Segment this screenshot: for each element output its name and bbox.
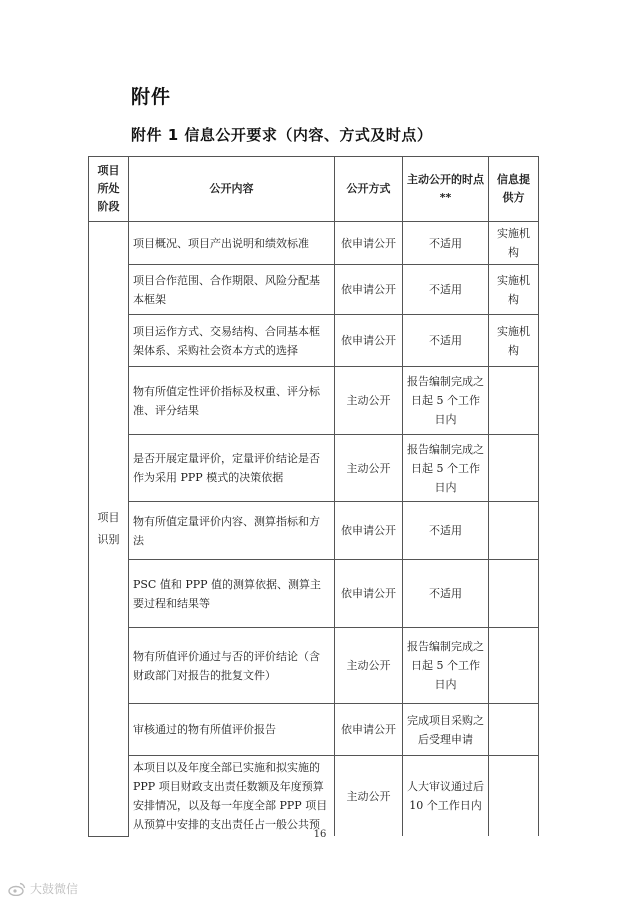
disclosure-requirements-table <box>88 156 539 837</box>
header-timing: 主动公开的时点** <box>403 157 489 222</box>
method-cell: 主动公开 <box>335 756 403 837</box>
content-cell: 物有所值定性评价指标及权重、评分标准、评分结果 <box>129 367 335 435</box>
content-cell: 项目合作范围、合作期限、风险分配基本框架 <box>129 265 335 315</box>
header-stage: 项目所处阶段 <box>89 157 129 222</box>
table-row <box>89 315 539 367</box>
method-cell: 主动公开 <box>335 367 403 435</box>
timing-cell: 报告编制完成之日起 5 个工作日内 <box>403 435 489 502</box>
timing-cell: 完成项目采购之后受理申请 <box>403 704 489 756</box>
content-cell: PSC 值和 PPP 值的测算依据、测算主要过程和结果等 <box>129 560 335 628</box>
provider-cell <box>489 756 539 837</box>
attachment-subheading: 附件 1 信息公开要求（内容、方式及时点） <box>131 126 433 144</box>
timing-cell: 不适用 <box>403 265 489 315</box>
table-row <box>89 222 539 265</box>
provider-cell <box>489 367 539 435</box>
method-cell: 依申请公开 <box>335 315 403 367</box>
content-cell: 物有所值评价通过与否的评价结论（含财政部门对报告的批复文件） <box>129 628 335 704</box>
watermark-text: 大鼓微信 <box>30 882 79 896</box>
header-provider: 信息提供方 <box>489 157 539 222</box>
weibo-logo-icon <box>8 882 26 896</box>
table-row <box>89 628 539 704</box>
table-row <box>89 502 539 560</box>
table-row <box>89 756 539 837</box>
content-cell: 审核通过的物有所值评价报告 <box>129 704 335 756</box>
timing-cell: 不适用 <box>403 222 489 265</box>
provider-cell <box>489 502 539 560</box>
content-cell: 项目运作方式、交易结构、合同基本框架体系、采购社会资本方式的选择 <box>129 315 335 367</box>
method-cell: 依申请公开 <box>335 560 403 628</box>
provider-cell <box>489 704 539 756</box>
watermark <box>8 880 78 897</box>
provider-cell: 实施机构 <box>489 222 539 265</box>
content-cell: 物有所值定量评价内容、测算指标和方法 <box>129 502 335 560</box>
table-row <box>89 265 539 315</box>
table-row <box>89 704 539 756</box>
header-method: 公开方式 <box>335 157 403 222</box>
table-header-row <box>89 157 539 222</box>
provider-cell: 实施机构 <box>489 315 539 367</box>
timing-cell: 不适用 <box>403 315 489 367</box>
content-cell: 是否开展定量评价，定量评价结论是否作为采用 PPP 模式的决策依据 <box>129 435 335 502</box>
timing-cell: 报告编制完成之日起 5 个工作日内 <box>403 628 489 704</box>
table-row <box>89 367 539 435</box>
content-cell: 本项目以及年度全部已实施和拟实施的 PPP 项目财政支出责任数额及年度预算安排情况，以及每一年度全部 PPP 项目从预算中安排的支出责任占一般公共预 <box>129 756 335 837</box>
table-row <box>89 435 539 502</box>
content-cell: 项目概况、项目产出说明和绩效标准 <box>129 222 335 265</box>
timing-cell: 人大审议通过后 10 个工作日内 <box>403 756 489 837</box>
provider-cell <box>489 435 539 502</box>
provider-cell <box>489 628 539 704</box>
stage-cell: 项目识别 <box>89 222 129 837</box>
table-row <box>89 560 539 628</box>
page-number: 16 <box>313 829 327 840</box>
timing-cell: 不适用 <box>403 502 489 560</box>
method-cell: 主动公开 <box>335 628 403 704</box>
header-content: 公开内容 <box>129 157 335 222</box>
provider-cell: 实施机构 <box>489 265 539 315</box>
timing-cell: 报告编制完成之日起 5 个工作日内 <box>403 367 489 435</box>
method-cell: 主动公开 <box>335 435 403 502</box>
method-cell: 依申请公开 <box>335 222 403 265</box>
provider-cell <box>489 560 539 628</box>
method-cell: 依申请公开 <box>335 704 403 756</box>
timing-cell: 不适用 <box>403 560 489 628</box>
method-cell: 依申请公开 <box>335 265 403 315</box>
attachment-heading: 附件 <box>131 86 172 108</box>
method-cell: 依申请公开 <box>335 502 403 560</box>
